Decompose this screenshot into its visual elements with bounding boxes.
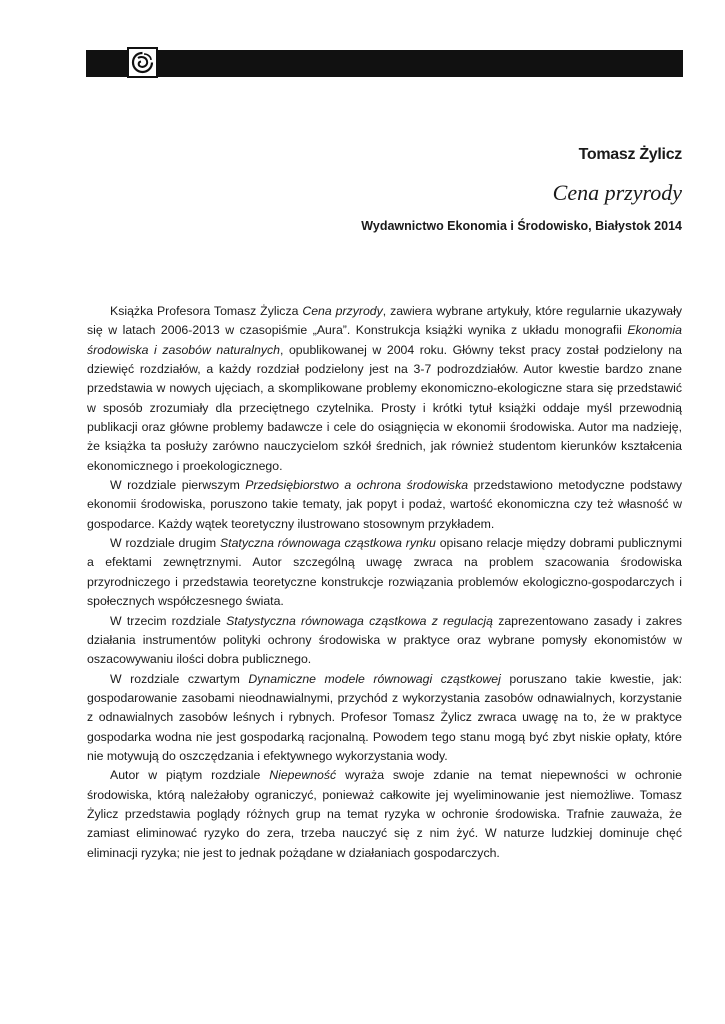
paragraph	[87, 534, 682, 611]
header-bar	[86, 50, 683, 120]
separator: •	[560, 108, 565, 120]
review-author: Tomasz Żylicz	[578, 146, 682, 163]
book-title: Cena przyrody	[552, 180, 682, 205]
italic-title: Cena przyrody	[302, 304, 383, 318]
journal-name: Ekonomia i Środowisko	[447, 108, 557, 120]
italic-title: Statystyczna równowaga cząstkowa z regulacją	[226, 613, 493, 628]
text-run: , opublikowanej w 2004 roku. Główny tekst pracy został podzielony na dziewięć rozdziałów, a każdy rozdział podzielony jest na 3-7 podrozdziałów. Autor kwestie bardzo znane przedstawia w nowych ujęciach, a skomplikowane problemy ekonomiczno-ekologiczne stara się przedstawić w sposób zrozumiały dla przeciętnego czytelnika. Prosty i krótki tytuł książki oddaje myśl przewodnią publikacji oraz główne problemy badawcze i cele do osiągnięcia w ekonomii środowiska. Autor ma nadzieję, że książka ta posłuży zarówno nauczycielom szkół średnich, jak również studentom kierunków kształcenia ekonomicznego i proekologicznego.	[87, 342, 682, 473]
text-run: , zawiera wybrane artykuły, które regularnie ukazywały się w latach 2006-2013 w czasopiśmie „Aura”. Konstrukcja książki wynika z układu monografii	[87, 304, 682, 338]
italic-title: Statyczna równowaga cząstkowa rynku	[219, 536, 436, 551]
italic-title: Przedsiębiorstwo a ochrona środowiska	[245, 478, 469, 493]
text-run: przedstawiono metodyczne podstawy ekonomii środowiska, poruszono takie tematy, jak popyt i podaż, wartość ekonomiczna czy też własność w gospodarce. Każdy wątek teoretyczny ilustrowano stosownym przykładem.	[87, 478, 682, 531]
text-run: poruszano takie kwestie, jak: gospodarowanie zasobami nieodnawialnymi, przychód z wykorzystania zasobów odnawialnych, korzystanie z odnawialnych zasobów leśnych i rybnych. Profesor Tomasz Żylicz zwraca uwagę na to, że w praktyce gospodarka wodna nie jest gospodarką racjonalną. Powodem tego stanu mogą być zbyt niskie opłaty, które nie motywują do oszczędzania i efektywnego wykorzystania wody.	[87, 671, 682, 763]
journal-issue: 1 (52)	[568, 108, 596, 120]
text-run: Książka Profesora Tomasz Żylicza	[110, 304, 303, 318]
italic-title: Dynamiczne modele równowagi cząstkowej	[248, 671, 501, 686]
publisher-line: Wydawnictwo Ekonomia i Środowisko, Białystok 2014	[361, 219, 682, 233]
paragraph	[87, 612, 682, 670]
paragraph	[87, 766, 682, 863]
text-run: Autor w piątym rozdziale	[110, 768, 270, 783]
paragraph	[87, 670, 682, 767]
paragraph	[87, 476, 682, 534]
separator: •	[599, 108, 604, 120]
text-run: zaprezentowano zasady i zakres działania instrumentów polityki ochrony środowiska w praktyce oraz wybrane pomysły ekonomistów w oszacowywaniu ilości dobra publicznego.	[87, 613, 682, 667]
logo-icon	[130, 50, 155, 75]
text-run: W rozdziale pierwszym	[110, 478, 246, 493]
italic-title: Ekonomia środowiska i zasobów naturalnych	[87, 323, 682, 357]
italic-title: Niepewność	[269, 768, 337, 783]
text-run: wyraża swoje zdanie na temat niepewności w ochronie środowiska, którą należałoby ograniczyć, ponieważ całkowite jej wyeliminowanie jest niemożliwe. Tomasz Żylicz przedstawia poglądy różnych grup na temat ryzyka w ochronie środowiska. Trafnie zauważa, że zamiast eliminować ryzyko do zera, trzeba nauczyć się z nim żyć. W naturze ludzkiej dominuje chęć eliminacji ryzyka; nie jest to jednak pożądane w działaniach gospodarczych.	[87, 768, 682, 860]
text-run: W trzecim rozdziale	[110, 613, 227, 628]
text-run: W rozdziale czwartym	[110, 671, 249, 686]
journal-header	[448, 105, 631, 123]
text-run: opisano relacje między dobrami publicznymi a efektami zewnętrznymi. Autor szczególną uwagę zwraca na problem szacowania środowiska przyrodniczego i przedstawia teoretyczne konstrukcje rozwiązania problemów ekologiczno-gospodarczych i społecznych współczesnego świata.	[87, 536, 683, 609]
review-body	[87, 302, 682, 863]
journal-year: 2015	[607, 108, 631, 120]
paragraph	[87, 302, 682, 476]
text-run: W rozdziale drugim	[110, 536, 220, 551]
journal-logo	[127, 47, 158, 78]
